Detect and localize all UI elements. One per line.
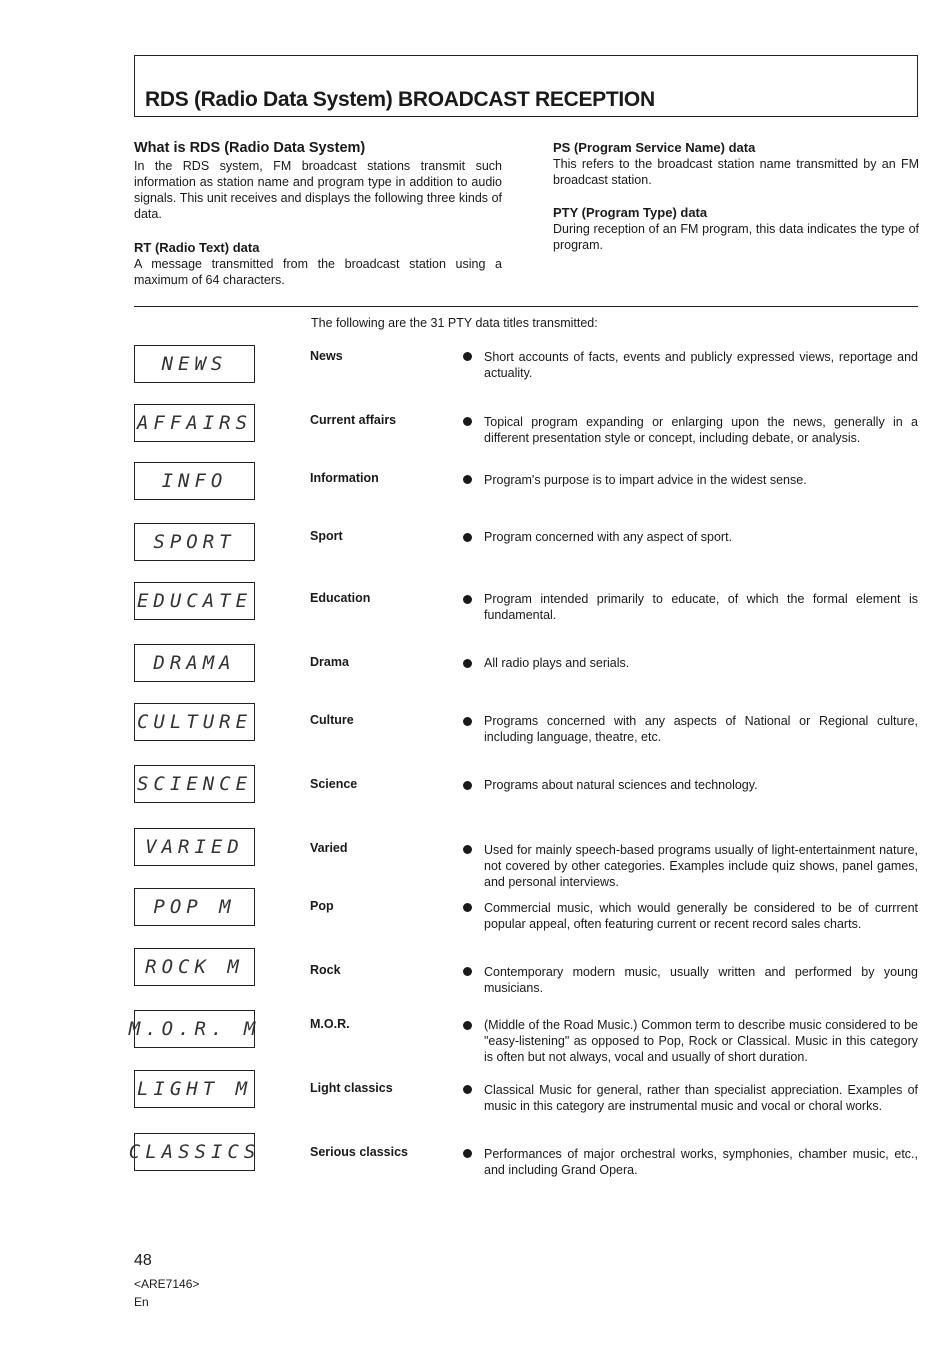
pty-text: During reception of an FM program, this data indicates the type of program.: [553, 222, 919, 252]
lcd-display: LIGHT M: [134, 1070, 255, 1108]
pty-desc: Commercial music, which would generally be considered to be of currrent popular appeal, often featuring current or recent record sales charts.: [484, 901, 918, 931]
pty-name: Serious classics: [310, 1145, 408, 1159]
lcd-display: SPORT: [134, 523, 255, 561]
language-label: En: [134, 1295, 149, 1309]
bullet-icon: [463, 717, 472, 726]
pty-name: M.O.R.: [310, 1017, 350, 1031]
bullet-icon: [463, 475, 472, 484]
pty-desc: All radio plays and serials.: [484, 656, 630, 670]
pty-intro: The following are the 31 PTY data titles transmitted:: [311, 316, 598, 330]
lcd-display: M.O.R. M: [134, 1010, 255, 1048]
pty-name: Drama: [310, 655, 349, 669]
pty-name: Current affairs: [310, 413, 397, 427]
lcd-display: SCIENCE: [134, 765, 255, 803]
pty-desc: Program's purpose is to impart advice in the widest sense.: [484, 473, 807, 487]
pty-name: Varied: [310, 841, 348, 855]
lcd-display: CLASSICS: [134, 1133, 255, 1171]
pty-name: News: [310, 349, 343, 363]
pty-name: Culture: [310, 713, 354, 727]
bullet-icon: [463, 845, 472, 854]
bullet-icon: [463, 595, 472, 604]
pty-name: Science: [310, 777, 358, 791]
pty-desc: Programs concerned with any aspects of National or Regional culture, including language, theatre, etc.: [484, 714, 918, 744]
bullet-icon: [463, 1085, 472, 1094]
what-heading: What is RDS (Radio Data System): [134, 140, 366, 156]
bullet-icon: [463, 659, 472, 668]
lcd-display: CULTURE: [134, 703, 255, 741]
bullet-icon: [463, 417, 472, 426]
pty-desc: Performances of major orchestral works, symphonies, chamber music, etc., and including Grand Opera.: [484, 1147, 918, 1177]
pty-name: Pop: [310, 899, 334, 913]
pty-heading: PTY (Program Type) data: [553, 205, 708, 220]
lcd-display: EDUCATE: [134, 582, 255, 620]
pty-name: Sport: [310, 529, 343, 543]
lcd-display: VARIED: [134, 828, 255, 866]
pty-desc: Program intended primarily to educate, of which the formal element is fundamental.: [484, 592, 918, 622]
pty-desc: Short accounts of facts, events and publicly expressed views, reportage and actuality.: [484, 350, 918, 380]
ps-text: This refers to the broadcast station name transmitted by an FM broadcast station.: [553, 157, 919, 187]
pty-desc: Topical program expanding or enlarging upon the news, generally in a different presentation style or concept, including debate, or analysis.: [484, 415, 918, 445]
page-number: 48: [134, 1252, 152, 1269]
title-box: [134, 55, 918, 117]
pty-desc: Contemporary modern music, usually written and performed by young musicians.: [484, 965, 918, 995]
lcd-display: NEWS: [134, 345, 255, 383]
pty-desc: Program concerned with any aspect of sport.: [484, 530, 733, 544]
rt-heading: RT (Radio Text) data: [134, 240, 260, 255]
pty-desc: Programs about natural sciences and technology.: [484, 778, 758, 792]
ps-heading: PS (Program Service Name) data: [553, 140, 756, 155]
page-title: RDS (Radio Data System) BROADCAST RECEPTION: [145, 88, 655, 111]
lcd-display: POP M: [134, 888, 255, 926]
document-code: <ARE7146>: [134, 1277, 200, 1291]
lcd-display: DRAMA: [134, 644, 255, 682]
pty-name: Information: [310, 471, 379, 485]
bullet-icon: [463, 1149, 472, 1158]
bullet-icon: [463, 1021, 472, 1030]
bullet-icon: [463, 352, 472, 361]
lcd-display: INFO: [134, 462, 255, 500]
pty-desc: Used for mainly speech-based programs usually of light-entertainment nature, not covered by other categories. Examples include quiz shows, panel games, and personal interviews.: [484, 843, 918, 889]
lcd-display: ROCK M: [134, 948, 255, 986]
bullet-icon: [463, 903, 472, 912]
pty-desc: (Middle of the Road Music.) Common term to describe music considered to be "easy-listening" as opposed to Pop, Rock or Classical. Music in this category is often but not always, vocal and usually of short duration.: [484, 1018, 918, 1064]
lcd-display: AFFAIRS: [134, 404, 255, 442]
pty-name: Light classics: [310, 1081, 393, 1095]
bullet-icon: [463, 967, 472, 976]
rt-text: A message transmitted from the broadcast station using a maximum of 64 characters.: [134, 257, 502, 287]
bullet-icon: [463, 533, 472, 542]
bullet-icon: [463, 781, 472, 790]
pty-desc: Classical Music for general, rather than specialist appreciation. Examples of music in this category are instrumental music and vocal or choral works.: [484, 1083, 918, 1113]
section-divider: [134, 306, 918, 307]
what-text: In the RDS system, FM broadcast stations transmit such information as station name and program type in addition to audio signals. This unit receives and displays the following three kinds of data.: [134, 159, 502, 221]
pty-name: Rock: [310, 963, 341, 977]
pty-name: Education: [310, 591, 371, 605]
